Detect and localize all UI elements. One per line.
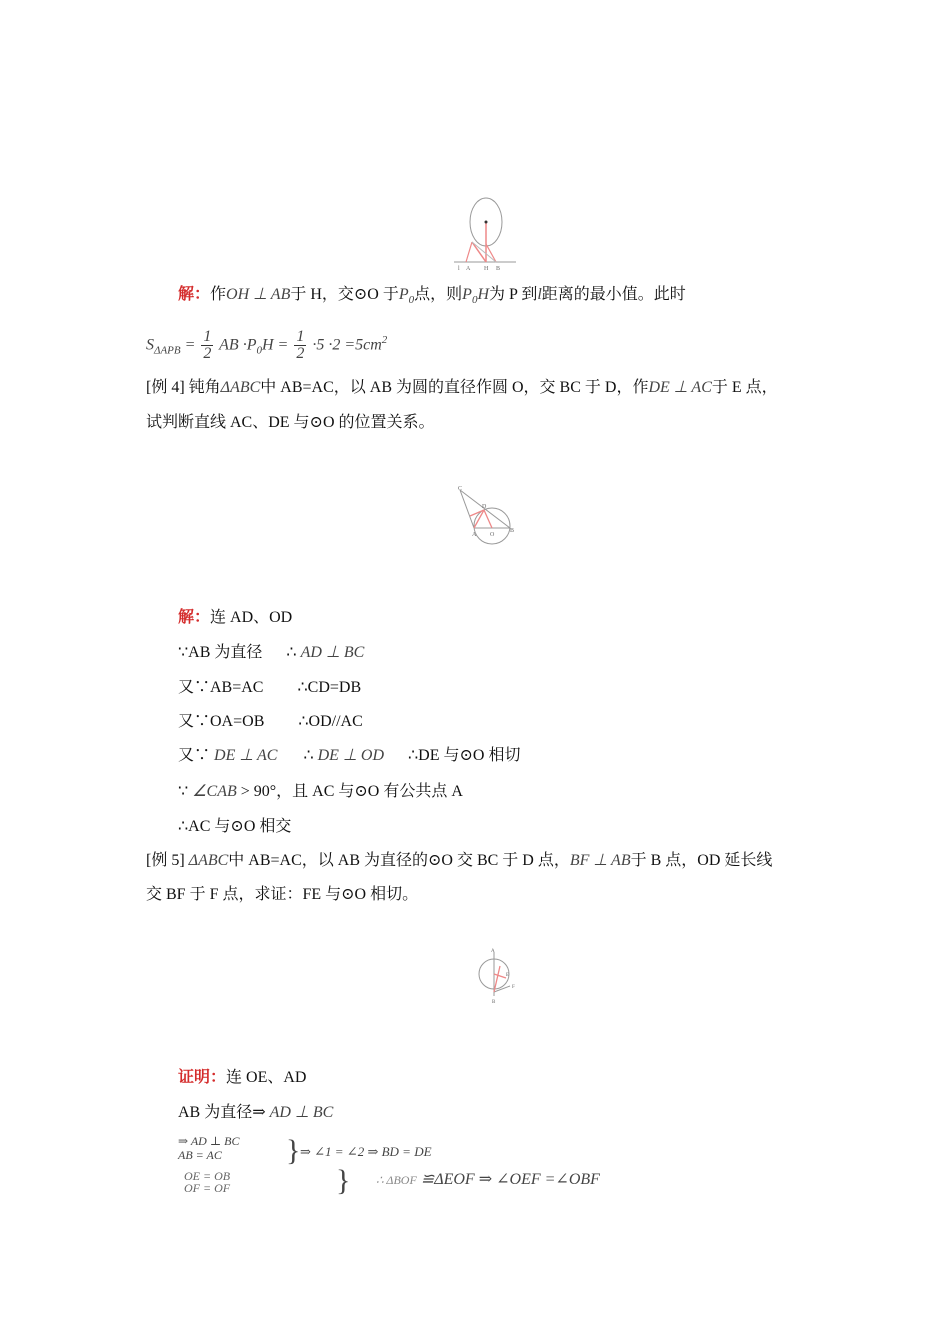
svg-text:l: l	[458, 266, 460, 272]
system-2-result: ∴ ΔBOF ≌ΔEOF ⇒ ∠OEF =∠OBF	[376, 1171, 600, 1188]
proof-label: 证明：	[178, 1069, 227, 1086]
svg-text:B: B	[492, 1000, 496, 1004]
brace-1: }	[286, 1134, 301, 1167]
figure-circle-tangent-bf	[476, 948, 520, 1004]
svg-text:A: A	[491, 949, 495, 954]
svg-text:A: A	[466, 266, 471, 272]
svg-text:B: B	[510, 528, 515, 534]
solution2-label: 解：	[178, 609, 211, 626]
example5-line2: 交 BF 于 F 点，求证：FE 与⊙O 相切。	[146, 886, 419, 903]
example5-line1: [例 5] ΔABC中 AB=AC，以 AB 为直径的⊙O 交 BC 于 D 点，BF ⊥ AB于 B 点，OD 延长线	[146, 852, 773, 869]
svg-text:E: E	[506, 973, 510, 978]
svg-text:F: F	[512, 985, 515, 990]
system-1: ⇒ AD ⊥ BC AB = AC	[178, 1134, 240, 1162]
system-1-result: ⇒ ∠1 = ∠2 ⇒ BD = DE	[300, 1144, 432, 1159]
figure-obtuse-triangle-circle	[454, 484, 516, 554]
svg-text:H: H	[484, 266, 489, 272]
svg-text:B: B	[496, 266, 501, 272]
area-formula: $S_{\Delta APB}$ = $\frac{1}{2}$ AB $\cdot P_0H$ = $\frac{1}{2}$ $\cdot 5 \cdot 2 =5cm^2$	[146, 328, 388, 363]
svg-text:D: D	[482, 504, 487, 510]
example4-line1: [例 4] 钝角ΔABC中 AB=AC，以 AB 为圆的直径作圆 O，交 BC 于 D，作DE ⊥ AC于 E 点，	[146, 379, 778, 396]
figure-circle-tangent	[452, 196, 518, 272]
system-2: OE = OB OF = OF	[184, 1169, 231, 1195]
svg-text:C: C	[458, 486, 463, 492]
svg-text:O: O	[490, 532, 495, 538]
svg-text:A: A	[472, 532, 477, 538]
solution-label: 解：	[178, 286, 211, 303]
example4-line2: 试判断直线 AC、DE 与⊙O 的位置关系。	[146, 414, 435, 431]
brace-2: }	[336, 1164, 351, 1197]
